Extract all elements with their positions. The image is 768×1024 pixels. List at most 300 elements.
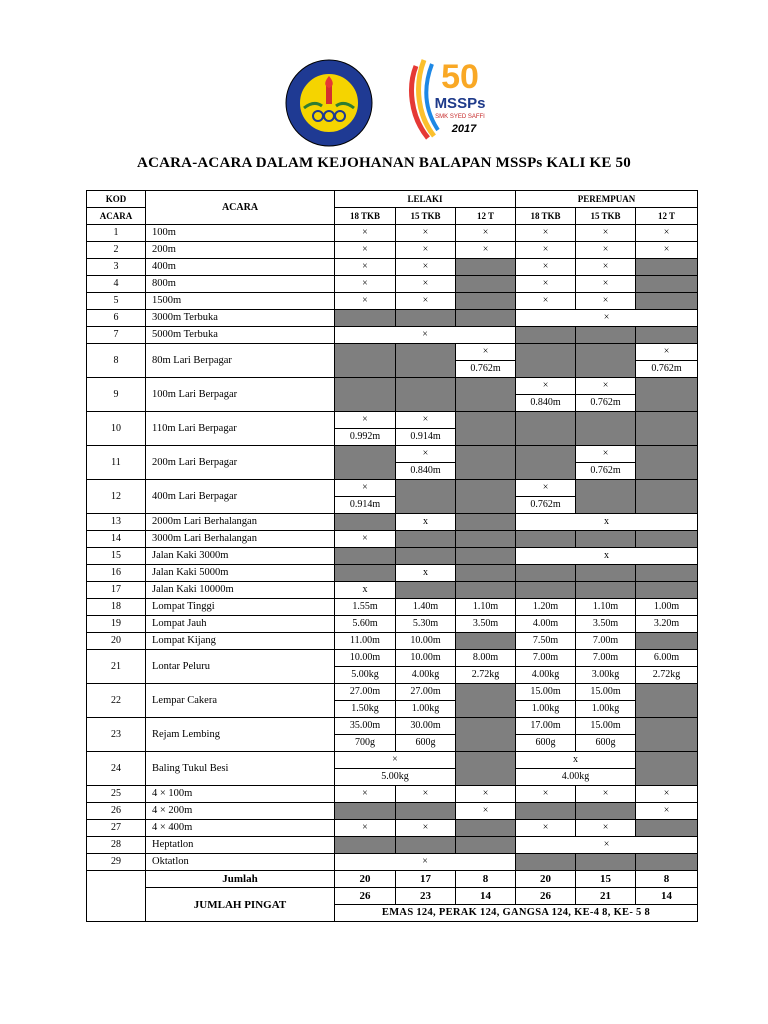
cell: × bbox=[396, 225, 456, 242]
shaded-cell bbox=[456, 446, 516, 480]
shaded-cell bbox=[576, 344, 636, 378]
cell: × bbox=[456, 344, 516, 361]
cell: 3.20m bbox=[636, 616, 698, 633]
shaded-cell bbox=[456, 514, 516, 531]
cell: 1.10m bbox=[576, 599, 636, 616]
event-name: 4 × 400m bbox=[146, 820, 335, 837]
table-row bbox=[87, 514, 698, 531]
cell: 6.00m bbox=[636, 650, 698, 667]
cell: x bbox=[396, 565, 456, 582]
header-row-1 bbox=[87, 191, 698, 208]
cell: 7.00m bbox=[576, 650, 636, 667]
cell: × bbox=[576, 820, 636, 837]
shaded-cell bbox=[636, 565, 698, 582]
cell: 1.20m bbox=[516, 599, 576, 616]
header-l-15tkb: 15 TKB bbox=[396, 208, 456, 225]
cell: 5.00kg bbox=[335, 667, 396, 684]
cell: 10.00m bbox=[335, 650, 396, 667]
events-table bbox=[86, 190, 698, 922]
shaded-cell bbox=[636, 276, 698, 293]
cell: x bbox=[396, 514, 456, 531]
table-row bbox=[87, 752, 698, 769]
cell: × bbox=[456, 242, 516, 259]
event-name: Rejam Lembing bbox=[146, 718, 335, 752]
header-p-18tkb: 18 TKB bbox=[516, 208, 576, 225]
cell: 0.762m bbox=[576, 463, 636, 480]
event-code: 5 bbox=[87, 293, 146, 310]
shaded-cell bbox=[396, 378, 456, 412]
cell: × bbox=[335, 293, 396, 310]
shaded-cell bbox=[576, 412, 636, 446]
cell: × bbox=[516, 786, 576, 803]
table-row bbox=[87, 616, 698, 633]
shaded-cell bbox=[335, 446, 396, 480]
cell: x bbox=[335, 582, 396, 599]
shaded-cell bbox=[456, 684, 516, 718]
shaded-cell bbox=[636, 633, 698, 650]
cell: × bbox=[396, 446, 456, 463]
cell: × bbox=[576, 378, 636, 395]
shaded-cell bbox=[456, 310, 516, 327]
cell: × bbox=[396, 293, 456, 310]
event-name: Jalan Kaki 10000m bbox=[146, 582, 335, 599]
cell: 4.00kg bbox=[516, 667, 576, 684]
event-code: 16 bbox=[87, 565, 146, 582]
cell: 3.50m bbox=[576, 616, 636, 633]
cell: 0.914m bbox=[335, 497, 396, 514]
shaded-cell bbox=[576, 480, 636, 514]
cell: × bbox=[576, 786, 636, 803]
cell: × bbox=[396, 242, 456, 259]
shaded-cell bbox=[335, 565, 396, 582]
shaded-cell bbox=[636, 582, 698, 599]
shaded-cell bbox=[396, 803, 456, 820]
table-row bbox=[87, 225, 698, 242]
table-row bbox=[87, 276, 698, 293]
event-code: 23 bbox=[87, 718, 146, 752]
total-value: 8 bbox=[456, 871, 516, 888]
shaded-cell bbox=[636, 378, 698, 412]
cell: 0.762m bbox=[456, 361, 516, 378]
event-code: 10 bbox=[87, 412, 146, 446]
event-name: Lompat Kijang bbox=[146, 633, 335, 650]
mssps-50-logo bbox=[398, 46, 498, 146]
cell: x bbox=[516, 514, 698, 531]
cell: 600g bbox=[396, 735, 456, 752]
shaded-cell bbox=[636, 259, 698, 276]
cell: 1.00kg bbox=[516, 701, 576, 718]
table-row bbox=[87, 412, 698, 429]
shaded-cell bbox=[396, 548, 456, 565]
medal-value: 26 bbox=[516, 888, 576, 905]
table-row bbox=[87, 650, 698, 667]
cell: 10.00m bbox=[396, 633, 456, 650]
shaded-cell bbox=[516, 531, 576, 548]
cell: × bbox=[335, 225, 396, 242]
shaded-cell bbox=[396, 531, 456, 548]
table-row bbox=[87, 293, 698, 310]
medal-label: JUMLAH PINGAT bbox=[146, 888, 335, 922]
event-code: 7 bbox=[87, 327, 146, 344]
event-name: 200m Lari Berpagar bbox=[146, 446, 335, 480]
event-code: 3 bbox=[87, 259, 146, 276]
logo-bar bbox=[0, 46, 768, 146]
cell: 27.00m bbox=[396, 684, 456, 701]
cell: 15.00m bbox=[576, 684, 636, 701]
event-code: 20 bbox=[87, 633, 146, 650]
cell: 1.50kg bbox=[335, 701, 396, 718]
shaded-cell bbox=[636, 293, 698, 310]
event-code: 17 bbox=[87, 582, 146, 599]
cell: 5.60m bbox=[335, 616, 396, 633]
total-value: 8 bbox=[636, 871, 698, 888]
shaded-cell bbox=[456, 293, 516, 310]
table-row bbox=[87, 684, 698, 701]
cell: × bbox=[335, 242, 396, 259]
shaded-cell bbox=[335, 837, 396, 854]
cell: × bbox=[456, 786, 516, 803]
shaded-cell bbox=[516, 582, 576, 599]
shaded-cell bbox=[636, 327, 698, 344]
event-name: Heptatlon bbox=[146, 837, 335, 854]
table-row bbox=[87, 259, 698, 276]
shaded-cell bbox=[396, 837, 456, 854]
cell: 600g bbox=[516, 735, 576, 752]
header-l-12t: 12 T bbox=[456, 208, 516, 225]
cell: × bbox=[335, 259, 396, 276]
cell: 15.00m bbox=[576, 718, 636, 735]
cell: × bbox=[516, 837, 698, 854]
cell: × bbox=[516, 225, 576, 242]
svg-text:2017: 2017 bbox=[451, 123, 477, 135]
header-acara-code: ACARA bbox=[87, 208, 146, 225]
cell: 700g bbox=[335, 735, 396, 752]
cell: × bbox=[396, 786, 456, 803]
cell: 0.840m bbox=[396, 463, 456, 480]
shaded-cell bbox=[516, 854, 576, 871]
cell: 1.55m bbox=[335, 599, 396, 616]
cell: 1.10m bbox=[456, 599, 516, 616]
table-row bbox=[87, 599, 698, 616]
shaded-cell bbox=[516, 412, 576, 446]
event-code: 1 bbox=[87, 225, 146, 242]
shaded-cell bbox=[456, 837, 516, 854]
shaded-cell bbox=[456, 565, 516, 582]
page-title: ACARA-ACARA DALAM KEJOHANAN BALAPAN MSSPs KALI KE 50 bbox=[137, 155, 631, 171]
cell: × bbox=[335, 412, 396, 429]
event-name: 110m Lari Berpagar bbox=[146, 412, 335, 446]
event-name: Lempar Cakera bbox=[146, 684, 335, 718]
shaded-cell bbox=[396, 310, 456, 327]
cell: × bbox=[335, 327, 516, 344]
shaded-cell bbox=[456, 548, 516, 565]
shaded-cell bbox=[636, 412, 698, 446]
cell: × bbox=[396, 259, 456, 276]
shaded-cell bbox=[456, 633, 516, 650]
event-name: 400m bbox=[146, 259, 335, 276]
table-row bbox=[87, 786, 698, 803]
cell: x bbox=[516, 548, 698, 565]
cell: 1.00m bbox=[636, 599, 698, 616]
cell: × bbox=[636, 803, 698, 820]
table-row bbox=[87, 531, 698, 548]
event-code: 21 bbox=[87, 650, 146, 684]
cell: × bbox=[335, 480, 396, 497]
cell: × bbox=[576, 225, 636, 242]
cell: × bbox=[576, 242, 636, 259]
table-row bbox=[87, 548, 698, 565]
shaded-cell bbox=[516, 344, 576, 378]
table-row bbox=[87, 565, 698, 582]
shaded-cell bbox=[636, 446, 698, 480]
shaded-cell bbox=[516, 446, 576, 480]
event-name: 1500m bbox=[146, 293, 335, 310]
total-label: Jumlah bbox=[146, 871, 335, 888]
cell: × bbox=[576, 446, 636, 463]
shaded-cell bbox=[576, 854, 636, 871]
cell: 0.914m bbox=[396, 429, 456, 446]
cell: 2.72kg bbox=[456, 667, 516, 684]
event-name: 3000m Lari Berhalangan bbox=[146, 531, 335, 548]
cell: × bbox=[516, 259, 576, 276]
event-code: 29 bbox=[87, 854, 146, 871]
cell: 15.00m bbox=[516, 684, 576, 701]
event-name: 4 × 200m bbox=[146, 803, 335, 820]
shaded-cell bbox=[396, 582, 456, 599]
event-code: 13 bbox=[87, 514, 146, 531]
cell: 1.40m bbox=[396, 599, 456, 616]
cell: 3.50m bbox=[456, 616, 516, 633]
svg-text:SMK SYED SAFFI: SMK SYED SAFFI bbox=[435, 114, 485, 120]
shaded-cell bbox=[636, 480, 698, 514]
shaded-cell bbox=[335, 344, 396, 378]
shaded-cell bbox=[456, 378, 516, 412]
shaded-cell bbox=[576, 582, 636, 599]
table-row bbox=[87, 378, 698, 395]
event-code: 25 bbox=[87, 786, 146, 803]
shaded-cell bbox=[456, 480, 516, 514]
event-name: 100m Lari Berpagar bbox=[146, 378, 335, 412]
event-code: 4 bbox=[87, 276, 146, 293]
svg-text:MSSPs: MSSPs bbox=[434, 95, 486, 112]
cell: 4.00kg bbox=[516, 769, 636, 786]
event-code: 28 bbox=[87, 837, 146, 854]
table-row bbox=[87, 310, 698, 327]
cell: 7.50m bbox=[516, 633, 576, 650]
event-name: Jalan Kaki 3000m bbox=[146, 548, 335, 565]
event-name: 80m Lari Berpagar bbox=[146, 344, 335, 378]
cell: × bbox=[516, 242, 576, 259]
cell: 5.00kg bbox=[335, 769, 456, 786]
cell: × bbox=[335, 276, 396, 293]
blank-cell bbox=[87, 871, 146, 922]
svg-text:50: 50 bbox=[441, 58, 479, 96]
cell: 4.00kg bbox=[396, 667, 456, 684]
medal-value: 26 bbox=[335, 888, 396, 905]
event-name: 2000m Lari Berhalangan bbox=[146, 514, 335, 531]
medal-value: 14 bbox=[636, 888, 698, 905]
shaded-cell bbox=[456, 412, 516, 446]
shaded-cell bbox=[576, 327, 636, 344]
event-code: 18 bbox=[87, 599, 146, 616]
shaded-cell bbox=[335, 310, 396, 327]
event-code: 2 bbox=[87, 242, 146, 259]
event-code: 26 bbox=[87, 803, 146, 820]
event-code: 14 bbox=[87, 531, 146, 548]
cell: 1.00kg bbox=[396, 701, 456, 718]
medal-value: 21 bbox=[576, 888, 636, 905]
header-acara: ACARA bbox=[146, 191, 335, 225]
shaded-cell bbox=[576, 531, 636, 548]
cell: × bbox=[636, 242, 698, 259]
event-name: 400m Lari Berpagar bbox=[146, 480, 335, 514]
cell: × bbox=[516, 480, 576, 497]
table-row bbox=[87, 480, 698, 497]
cell: 7.00m bbox=[516, 650, 576, 667]
cell: × bbox=[516, 276, 576, 293]
header-perempuan: PEREMPUAN bbox=[516, 191, 698, 208]
cell: × bbox=[335, 786, 396, 803]
shaded-cell bbox=[636, 854, 698, 871]
cell: × bbox=[516, 310, 698, 327]
cell: × bbox=[335, 752, 456, 769]
cell: × bbox=[396, 412, 456, 429]
cell: × bbox=[456, 225, 516, 242]
shaded-cell bbox=[516, 327, 576, 344]
event-name: Baling Tukul Besi bbox=[146, 752, 335, 786]
event-code: 6 bbox=[87, 310, 146, 327]
event-name: Lompat Jauh bbox=[146, 616, 335, 633]
header-p-15tkb: 15 TKB bbox=[576, 208, 636, 225]
cell: × bbox=[576, 259, 636, 276]
cell: 5.30m bbox=[396, 616, 456, 633]
shaded-cell bbox=[456, 582, 516, 599]
medal-value: 23 bbox=[396, 888, 456, 905]
cell: × bbox=[636, 786, 698, 803]
shaded-cell bbox=[335, 378, 396, 412]
event-code: 11 bbox=[87, 446, 146, 480]
cell: 0.762m bbox=[516, 497, 576, 514]
cell: 27.00m bbox=[335, 684, 396, 701]
shaded-cell bbox=[335, 803, 396, 820]
shaded-cell bbox=[456, 276, 516, 293]
total-value: 20 bbox=[516, 871, 576, 888]
shaded-cell bbox=[636, 752, 698, 786]
cell: 0.762m bbox=[636, 361, 698, 378]
cell: × bbox=[396, 276, 456, 293]
cell: 1.00kg bbox=[576, 701, 636, 718]
shaded-cell bbox=[456, 752, 516, 786]
shaded-cell bbox=[516, 565, 576, 582]
event-name: 800m bbox=[146, 276, 335, 293]
event-code: 9 bbox=[87, 378, 146, 412]
shaded-cell bbox=[335, 548, 396, 565]
table-row bbox=[87, 582, 698, 599]
medal-value: 14 bbox=[456, 888, 516, 905]
cell: 0.992m bbox=[335, 429, 396, 446]
cell: × bbox=[636, 225, 698, 242]
cell: x bbox=[516, 752, 636, 769]
cell: × bbox=[516, 293, 576, 310]
shaded-cell bbox=[396, 344, 456, 378]
cell: 11.00m bbox=[335, 633, 396, 650]
event-code: 19 bbox=[87, 616, 146, 633]
cell: 30.00m bbox=[396, 718, 456, 735]
total-value: 15 bbox=[576, 871, 636, 888]
cell: 7.00m bbox=[576, 633, 636, 650]
event-code: 24 bbox=[87, 752, 146, 786]
cell: × bbox=[335, 531, 396, 548]
table-row bbox=[87, 820, 698, 837]
total-value: 17 bbox=[396, 871, 456, 888]
table-row bbox=[87, 633, 698, 650]
event-name: Oktatlon bbox=[146, 854, 335, 871]
cell: 0.762m bbox=[576, 395, 636, 412]
event-code: 8 bbox=[87, 344, 146, 378]
cell: × bbox=[636, 344, 698, 361]
header-kod: KOD bbox=[87, 191, 146, 208]
cell: 4.00m bbox=[516, 616, 576, 633]
cell: 600g bbox=[576, 735, 636, 752]
shaded-cell bbox=[456, 718, 516, 752]
cell: × bbox=[456, 803, 516, 820]
shaded-cell bbox=[335, 514, 396, 531]
header-p-12t: 12 T bbox=[636, 208, 698, 225]
table-row bbox=[87, 837, 698, 854]
table-row bbox=[87, 344, 698, 361]
shaded-cell bbox=[456, 259, 516, 276]
event-name: Lontar Peluru bbox=[146, 650, 335, 684]
event-code: 12 bbox=[87, 480, 146, 514]
table-row bbox=[87, 803, 698, 820]
cell: × bbox=[516, 378, 576, 395]
cell: 17.00m bbox=[516, 718, 576, 735]
shaded-cell bbox=[576, 565, 636, 582]
shaded-cell bbox=[636, 820, 698, 837]
table-row bbox=[87, 242, 698, 259]
header-lelaki: LELAKI bbox=[335, 191, 516, 208]
cell: × bbox=[396, 820, 456, 837]
shaded-cell bbox=[636, 531, 698, 548]
cell: × bbox=[335, 854, 516, 871]
event-name: 3000m Terbuka bbox=[146, 310, 335, 327]
shaded-cell bbox=[456, 820, 516, 837]
medal-summary: EMAS 124, PERAK 124, GANGSA 124, KE-4 8, KE- 5 8 bbox=[335, 905, 698, 922]
table-row bbox=[87, 854, 698, 871]
cell: 35.00m bbox=[335, 718, 396, 735]
event-name: 200m bbox=[146, 242, 335, 259]
mssps-crest-logo bbox=[284, 58, 374, 148]
event-name: 4 × 100m bbox=[146, 786, 335, 803]
event-code: 22 bbox=[87, 684, 146, 718]
shaded-cell bbox=[396, 480, 456, 514]
event-code: 27 bbox=[87, 820, 146, 837]
event-code: 15 bbox=[87, 548, 146, 565]
event-name: Jalan Kaki 5000m bbox=[146, 565, 335, 582]
cell: 2.72kg bbox=[636, 667, 698, 684]
cell: × bbox=[335, 820, 396, 837]
total-value: 20 bbox=[335, 871, 396, 888]
shaded-cell bbox=[576, 803, 636, 820]
header-l-18tkb: 18 TKB bbox=[335, 208, 396, 225]
table-row bbox=[87, 327, 698, 344]
event-name: Lompat Tinggi bbox=[146, 599, 335, 616]
table-row bbox=[87, 718, 698, 735]
cell: 0.840m bbox=[516, 395, 576, 412]
shaded-cell bbox=[636, 718, 698, 752]
cell: × bbox=[576, 276, 636, 293]
event-name: 100m bbox=[146, 225, 335, 242]
